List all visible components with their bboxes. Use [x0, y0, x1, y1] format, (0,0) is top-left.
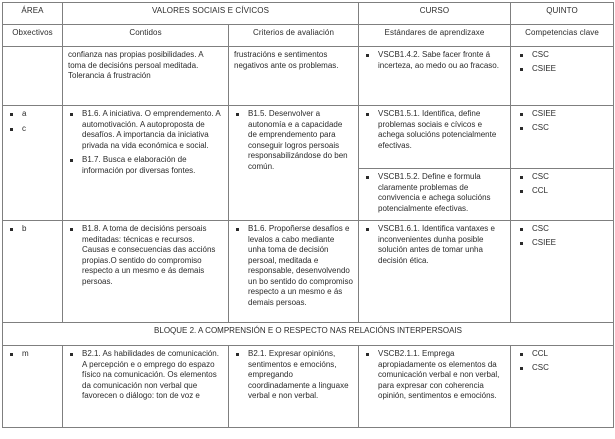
list-item [520, 349, 608, 360]
square-bullet-icon [366, 113, 369, 116]
criterio-text: B1.5. Desenvolver a autonomía e a capacidade de emprendemento para conseguir logros persoais responsabilizándose do ben común. [248, 109, 348, 171]
estandar-text: VSCB1.4.2. Sabe facer fronte á incerteza, ao medo ou ao fracaso. [378, 50, 499, 70]
obxectivo-text: b [22, 224, 27, 233]
list-item [70, 109, 223, 151]
list-item [10, 124, 57, 135]
list-item [520, 224, 608, 235]
header-obxectivos: Obxectivos [3, 25, 63, 47]
list-item [520, 50, 608, 61]
list-item [10, 349, 57, 360]
list-item [366, 109, 505, 151]
competencia-text: CSIEE [532, 237, 557, 247]
cell-obxectivos [3, 346, 63, 428]
header-estandares: Estándares de aprendizaxe [359, 25, 511, 47]
square-bullet-icon [520, 68, 523, 71]
square-bullet-icon [520, 242, 523, 245]
list-item [70, 155, 223, 176]
square-bullet-icon [520, 190, 523, 193]
header-row-2 [3, 25, 614, 47]
square-bullet-icon [70, 228, 73, 231]
cell-contidos [63, 47, 229, 106]
bloque2-banner-row [3, 323, 614, 346]
obxectivo-text: m [22, 349, 29, 358]
competencia-text: CSC [532, 362, 549, 372]
bloque2-banner: BLOQUE 2. A COMPRENSIÓN E O RESPECTO NAS RELACIÓNS INTERPERSOAIS [3, 323, 614, 346]
header-contidos: Contidos [63, 25, 229, 47]
square-bullet-icon [366, 176, 369, 179]
obxectivo-text: c [22, 123, 26, 133]
list-item [70, 349, 223, 402]
competencia-text: CCL [532, 185, 549, 195]
list-item [520, 186, 608, 197]
square-bullet-icon [70, 159, 73, 162]
header-nivel: QUINTO [511, 3, 614, 25]
square-bullet-icon [520, 228, 523, 231]
table-row-b [3, 221, 614, 323]
contido-text: B1.8. A toma de decisións persoais meditadas: técnicas e recursos. Causas e consecuencias das accións propias.O sentido do compromiso respecto a un mesmo e ás demais persoas. [82, 224, 216, 286]
list-item [366, 50, 505, 71]
square-bullet-icon [366, 54, 369, 57]
square-bullet-icon [520, 113, 523, 116]
header-competencias: Competencias clave [511, 25, 614, 47]
cell-criterios [229, 106, 359, 221]
square-bullet-icon [520, 176, 523, 179]
square-bullet-icon [366, 353, 369, 356]
cell-competencias [511, 47, 614, 106]
header-area: ÁREA [3, 3, 63, 25]
contidos-text: confianza nas propias posibilidades. A toma de decisións persoal meditada. Tolerancia á frustración [68, 50, 204, 80]
cell-competencias [511, 106, 614, 169]
cell-obxectivos [3, 106, 63, 221]
cell-competencias [511, 346, 614, 428]
list-item [520, 123, 608, 134]
cell-contidos [63, 106, 229, 221]
cell-estandares [359, 106, 511, 169]
estandar-text: VSCB1.5.1. Identifica, define problemas sociais e cívicos e achega solucións potencialmente efectivas. [378, 109, 497, 150]
competencia-text: CSC [532, 50, 549, 59]
competencia-text: CSIEE [532, 109, 557, 118]
competencia-text: CCL [532, 349, 549, 358]
contido-text: B1.7. Busca e elaboración de información por diversas fontes. [82, 155, 196, 175]
cell-competencias [511, 169, 614, 221]
cell-estandares [359, 47, 511, 106]
competencia-text: CSC [532, 122, 549, 132]
list-item [520, 238, 608, 249]
list-item [366, 172, 505, 214]
estandar-text: VSCB1.6.1. Identifica vantaxes e inconvenientes dunha posible solución antes de tomar unha decisión ética. [378, 224, 495, 265]
square-bullet-icon [236, 113, 239, 116]
criterio-text: B2.1. Expresar opinións, sentimentos e emocións, empregando coordinadamente a linguaxe verbal e non verbal. [248, 349, 349, 400]
list-item [366, 349, 505, 402]
list-item [520, 64, 608, 75]
criterios-text: frustracións e sentimentos negativos ante os problemas. [234, 50, 339, 70]
table-row-m [3, 346, 614, 428]
list-item [520, 172, 608, 183]
cell-obxectivos [3, 221, 63, 323]
cell-obxectivos [3, 47, 63, 106]
square-bullet-icon [70, 113, 73, 116]
square-bullet-icon [366, 228, 369, 231]
cell-criterios [229, 346, 359, 428]
square-bullet-icon [520, 353, 523, 356]
obxectivo-text: a [22, 109, 27, 118]
header-row-1 [3, 3, 614, 25]
cell-estandares [359, 169, 511, 221]
list-item [70, 224, 223, 287]
square-bullet-icon [520, 367, 523, 370]
square-bullet-icon [520, 127, 523, 130]
contido-text: B2.1. As habilidades de comunicación. A percepción e o emprego do espazo físico na comunicación. Os elementos da comunicación non verbal que favorecen o diálogo: ton de voz e [82, 349, 219, 400]
cell-estandares [359, 346, 511, 428]
cell-contidos [63, 346, 229, 428]
square-bullet-icon [10, 353, 13, 356]
list-item [520, 363, 608, 374]
square-bullet-icon [10, 228, 13, 231]
estandar-text: VSCB1.5.2. Define e formula claramente problemas de convivencia e achega solucións potencialmente efectivas. [378, 172, 491, 213]
square-bullet-icon [236, 353, 239, 356]
header-subject: VALORES SOCIAIS E CÍVICOS [63, 3, 359, 25]
square-bullet-icon [70, 353, 73, 356]
cell-estandares [359, 221, 511, 323]
curriculum-table [2, 2, 614, 428]
table-row-continuation [3, 47, 614, 106]
list-item [236, 349, 353, 402]
cell-competencias [511, 221, 614, 323]
list-item [236, 224, 353, 308]
competencia-text: CSIEE [532, 63, 557, 73]
list-item [10, 109, 57, 120]
square-bullet-icon [10, 113, 13, 116]
estandar-text: VSCB2.1.1. Emprega apropiadamente os elementos da comunicación verbal e non verbal, para expresar con coherencia opinión, sentimentos e emocións. [378, 349, 500, 400]
header-curso: CURSO [359, 3, 511, 25]
cell-contidos [63, 221, 229, 323]
cell-criterios [229, 47, 359, 106]
header-criterios: Criterios de avaliación [229, 25, 359, 47]
competencia-text: CSC [532, 224, 549, 233]
contido-text: B1.6. A iniciativa. O emprendemento. A automotivación. A autoproposta de desafíos. A importancia da iniciativa privada na vida económica e social. [82, 109, 221, 150]
square-bullet-icon [236, 228, 239, 231]
square-bullet-icon [10, 128, 13, 131]
table-row-ac-sub1 [3, 106, 614, 169]
cell-criterios [229, 221, 359, 323]
criterio-text: B1.6. Propoñerse desafíos e levalos a cabo mediante unha toma de decisión persoal, meditada e responsable, desenvolvendo un bo sentido do compromiso respecto a un mesmo e ás demais persoas. [248, 224, 353, 307]
square-bullet-icon [520, 54, 523, 57]
list-item [10, 224, 57, 235]
list-item [236, 109, 353, 172]
list-item [520, 109, 608, 120]
competencia-text: CSC [532, 172, 549, 181]
list-item [366, 224, 505, 266]
